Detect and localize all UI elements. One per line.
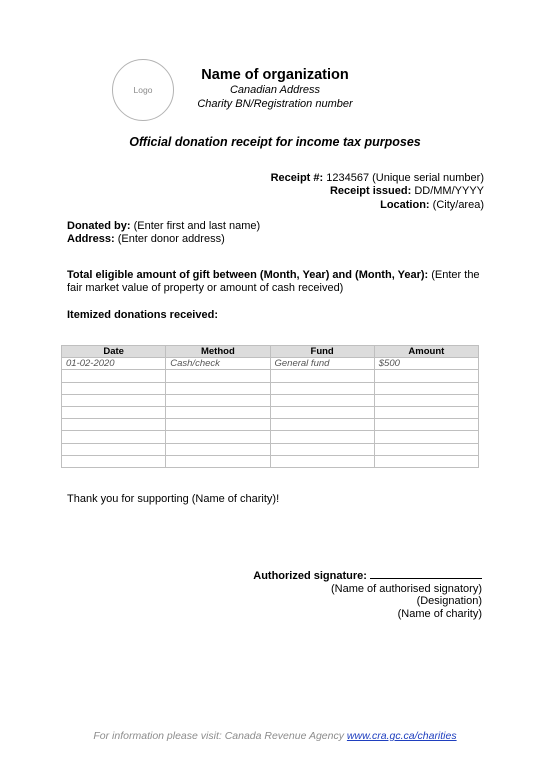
table-cell [62, 455, 166, 467]
column-header-method: Method [166, 346, 270, 358]
receipt-location-label: Location: [380, 198, 430, 211]
receipt-number-value: 1234567 (Unique serial number) [326, 172, 484, 184]
table-cell [270, 406, 374, 418]
table-row [62, 370, 479, 382]
receipt-title: Official donation receipt for income tax purposes [129, 135, 421, 149]
thank-you-message: Thank you for supporting (Name of charity)! [67, 493, 280, 505]
table-cell [270, 370, 374, 382]
table-row [62, 394, 479, 406]
logo-text: Logo [133, 84, 153, 95]
donated-by-value: (Enter first and last name) [133, 220, 261, 232]
donor-address-label: Address: [67, 233, 115, 246]
donor-info [67, 220, 485, 247]
org-charity-number: Charity BN/Registration number [197, 97, 353, 110]
table-cell [166, 382, 270, 394]
signature-label: Authorized signature: [253, 570, 367, 582]
table-cell: General fund [270, 358, 374, 370]
footer-link[interactable]: www.cra.gc.ca/charities [346, 730, 457, 742]
table-cell [166, 406, 270, 418]
signatory-name: (Name of authorised signatory) [330, 582, 482, 595]
table-row [62, 455, 479, 467]
organization-header [190, 67, 360, 111]
table-cell [374, 455, 478, 467]
itemized-heading: Itemized donations received: [67, 309, 218, 321]
table-cell [374, 406, 478, 418]
donations-table [61, 345, 479, 468]
total-amount-label: Total eligible amount of gift between (Month, Year) and (Month, Year): [67, 269, 429, 281]
table-cell [166, 394, 270, 406]
org-address: Canadian Address [229, 84, 321, 96]
table-cell [374, 419, 478, 431]
column-header-date: Date [62, 346, 166, 358]
table-cell [62, 394, 166, 406]
table-cell [374, 382, 478, 394]
footer [0, 730, 550, 743]
signatory-charity: (Name of charity) [397, 607, 482, 620]
receipt-number-label: Receipt #: [270, 172, 324, 184]
column-header-amount: Amount [374, 346, 478, 358]
table-cell [62, 431, 166, 443]
table-cell [62, 370, 166, 382]
table-cell [166, 419, 270, 431]
table-cell [166, 455, 270, 467]
table-cell [270, 455, 374, 467]
table-row [62, 431, 479, 443]
table-cell: $500 [374, 358, 478, 370]
signature-block [253, 570, 482, 620]
table-cell [270, 394, 374, 406]
logo-placeholder [112, 59, 174, 121]
footer-text: For information please visit: Canada Revenue Agency [93, 730, 344, 742]
total-amount-value: (Enter the fair market value of property or amount of cash received) [67, 269, 480, 295]
table-row [62, 443, 479, 455]
receipt-issued-label: Receipt issued: [329, 185, 412, 198]
org-name: Name of organization [201, 67, 349, 83]
column-header-fund: Fund [270, 346, 374, 358]
table-row [62, 358, 479, 370]
table-cell [374, 394, 478, 406]
receipt-meta [271, 172, 484, 212]
donor-address-value: (Enter donor address) [117, 233, 225, 246]
receipt-issued-value: DD/MM/YYYY [414, 185, 484, 198]
signature-blank [370, 570, 482, 579]
table-cell [374, 370, 478, 382]
receipt-location-value: (City/area) [432, 198, 484, 211]
total-amount [67, 269, 485, 296]
table-cell [166, 370, 270, 382]
donated-by-line [67, 220, 485, 233]
table-cell [374, 431, 478, 443]
table-cell [166, 443, 270, 455]
table-row [62, 382, 479, 394]
table-cell [62, 382, 166, 394]
table-cell [270, 431, 374, 443]
table-cell [374, 443, 478, 455]
signatory-designation: (Designation) [416, 595, 482, 608]
signature-line [253, 570, 482, 583]
table-cell [62, 406, 166, 418]
table-cell [166, 431, 270, 443]
table-cell [270, 382, 374, 394]
table-row [62, 419, 479, 431]
table-body [62, 358, 479, 468]
table-cell [62, 419, 166, 431]
donated-by-label: Donated by: [67, 220, 131, 232]
table-header-row [62, 346, 479, 358]
table-row [62, 406, 479, 418]
receipt-number-line [271, 172, 484, 185]
donor-address-line [67, 233, 485, 246]
receipt-location-line [271, 199, 484, 212]
table-cell [62, 443, 166, 455]
receipt-issued-line [271, 185, 484, 198]
table-cell: Cash/check [166, 358, 270, 370]
table-cell: 01-02-2020 [62, 358, 166, 370]
table-cell [270, 443, 374, 455]
table-cell [270, 419, 374, 431]
